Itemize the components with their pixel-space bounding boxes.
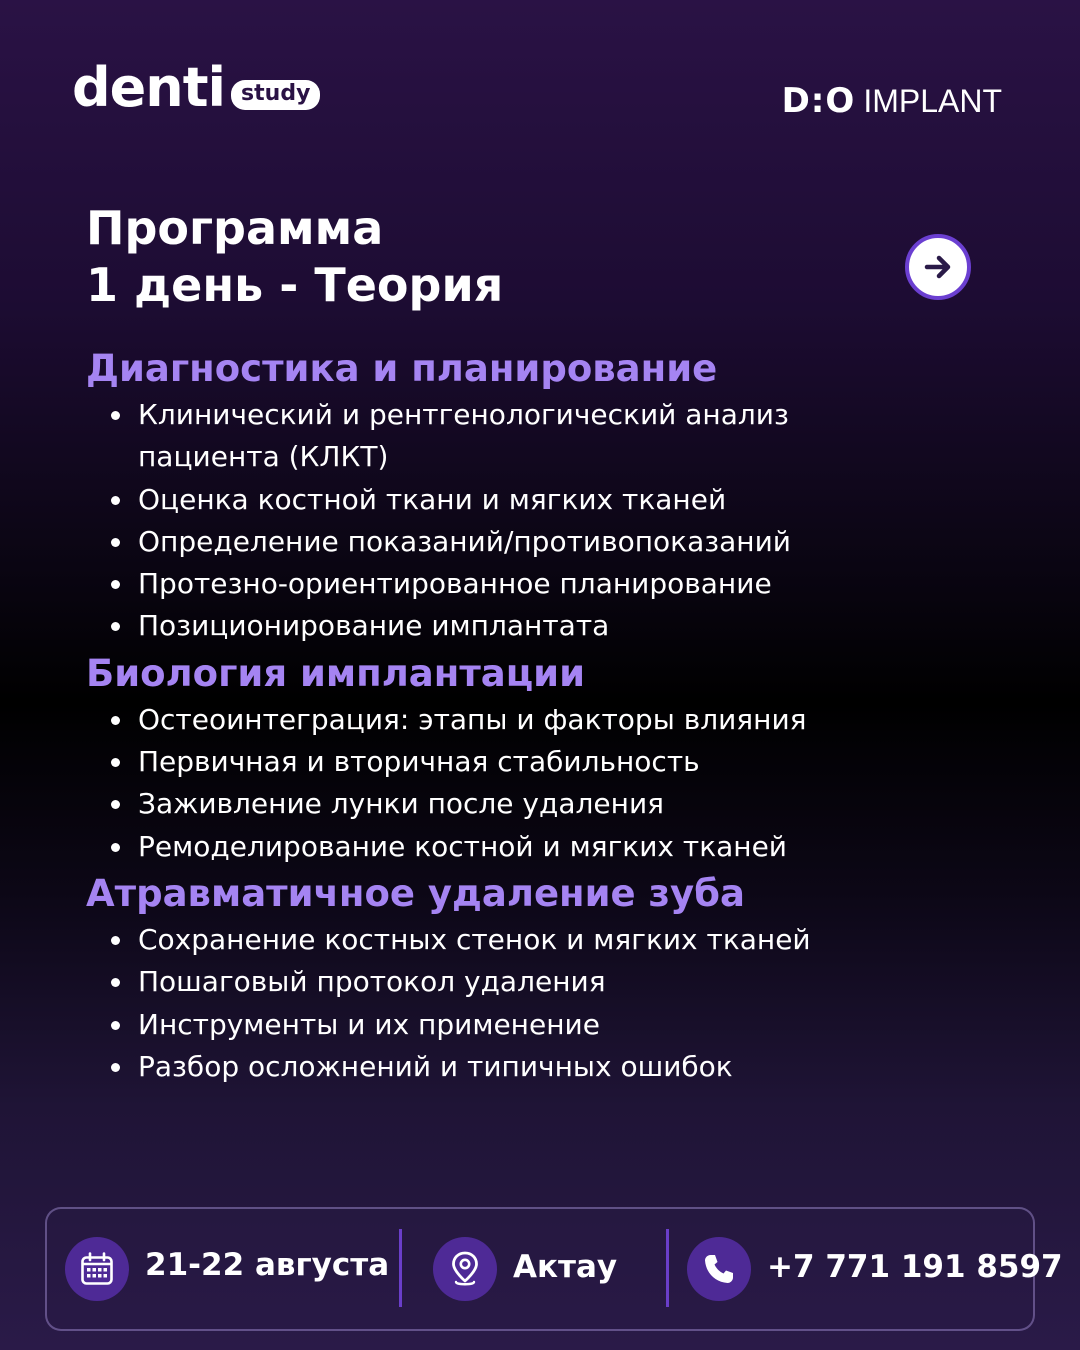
list-item: Разбор осложнений и типичных ошибок: [86, 1046, 986, 1088]
list-item: Ремоделирование костной и мягких тканей: [86, 826, 986, 868]
page-title-line-2: 1 день - Теория: [86, 258, 504, 312]
section-heading-diagnostics: Диагностика и планирование: [86, 347, 718, 390]
phone-icon-badge[interactable]: [687, 1237, 751, 1301]
section-heading-biology: Биология имплантации: [86, 651, 586, 695]
phone-icon: [702, 1252, 736, 1286]
list-item: Инструменты и их применение: [86, 1004, 986, 1046]
event-location: Актау: [513, 1249, 618, 1285]
study-logo-pill: study: [231, 80, 320, 110]
list-item: Заживление лунки после удаления: [86, 783, 986, 825]
program-content: [86, 344, 986, 1089]
dio-implant-logo: [781, 81, 1002, 121]
list-item: Пошаговый протокол удаления: [86, 961, 986, 1003]
list-item: Определение показаний/противопоказаний: [86, 521, 986, 563]
section-list-biology: [86, 699, 986, 868]
list-item: Протезно-ориентированное планирование: [86, 563, 986, 605]
info-divider: [666, 1229, 669, 1307]
list-item: Сохранение костных стенок и мягких тканей: [86, 919, 986, 961]
section-list-extraction: [86, 919, 986, 1088]
calendar-icon: [79, 1251, 115, 1287]
arrow-right-icon: [920, 249, 956, 285]
list-item: Остеоинтеграция: этапы и факторы влияния: [86, 699, 986, 741]
list-item: Клинический и рентгенологический анализ пациента (КЛКТ): [86, 394, 986, 479]
denti-study-logo: [72, 58, 320, 118]
contact-phone[interactable]: +7 771 191 8597: [767, 1249, 1063, 1285]
denti-logo-word: denti: [72, 56, 226, 119]
dio-logo-mark: D:O: [781, 81, 856, 121]
list-item: Оценка костной ткани и мягких тканей: [86, 479, 986, 521]
calendar-icon-badge: [65, 1237, 129, 1301]
section-list-diagnostics: [86, 394, 986, 648]
event-date: 21-22 августа: [145, 1247, 390, 1283]
list-item: Позиционирование имплантата: [86, 605, 986, 647]
page-title: [86, 200, 503, 314]
page-title-line-1: Программа: [86, 201, 384, 255]
location-pin-icon: [448, 1250, 482, 1288]
next-slide-button[interactable]: [905, 234, 971, 300]
list-item: Первичная и вторичная стабильность: [86, 741, 986, 783]
dio-logo-text: IMPLANT: [863, 83, 1002, 119]
info-divider: [399, 1229, 402, 1307]
event-info-bar: [45, 1207, 1063, 1331]
section-heading-extraction: Атравматичное удаление зуба: [86, 871, 745, 915]
location-icon-badge: [433, 1237, 497, 1301]
